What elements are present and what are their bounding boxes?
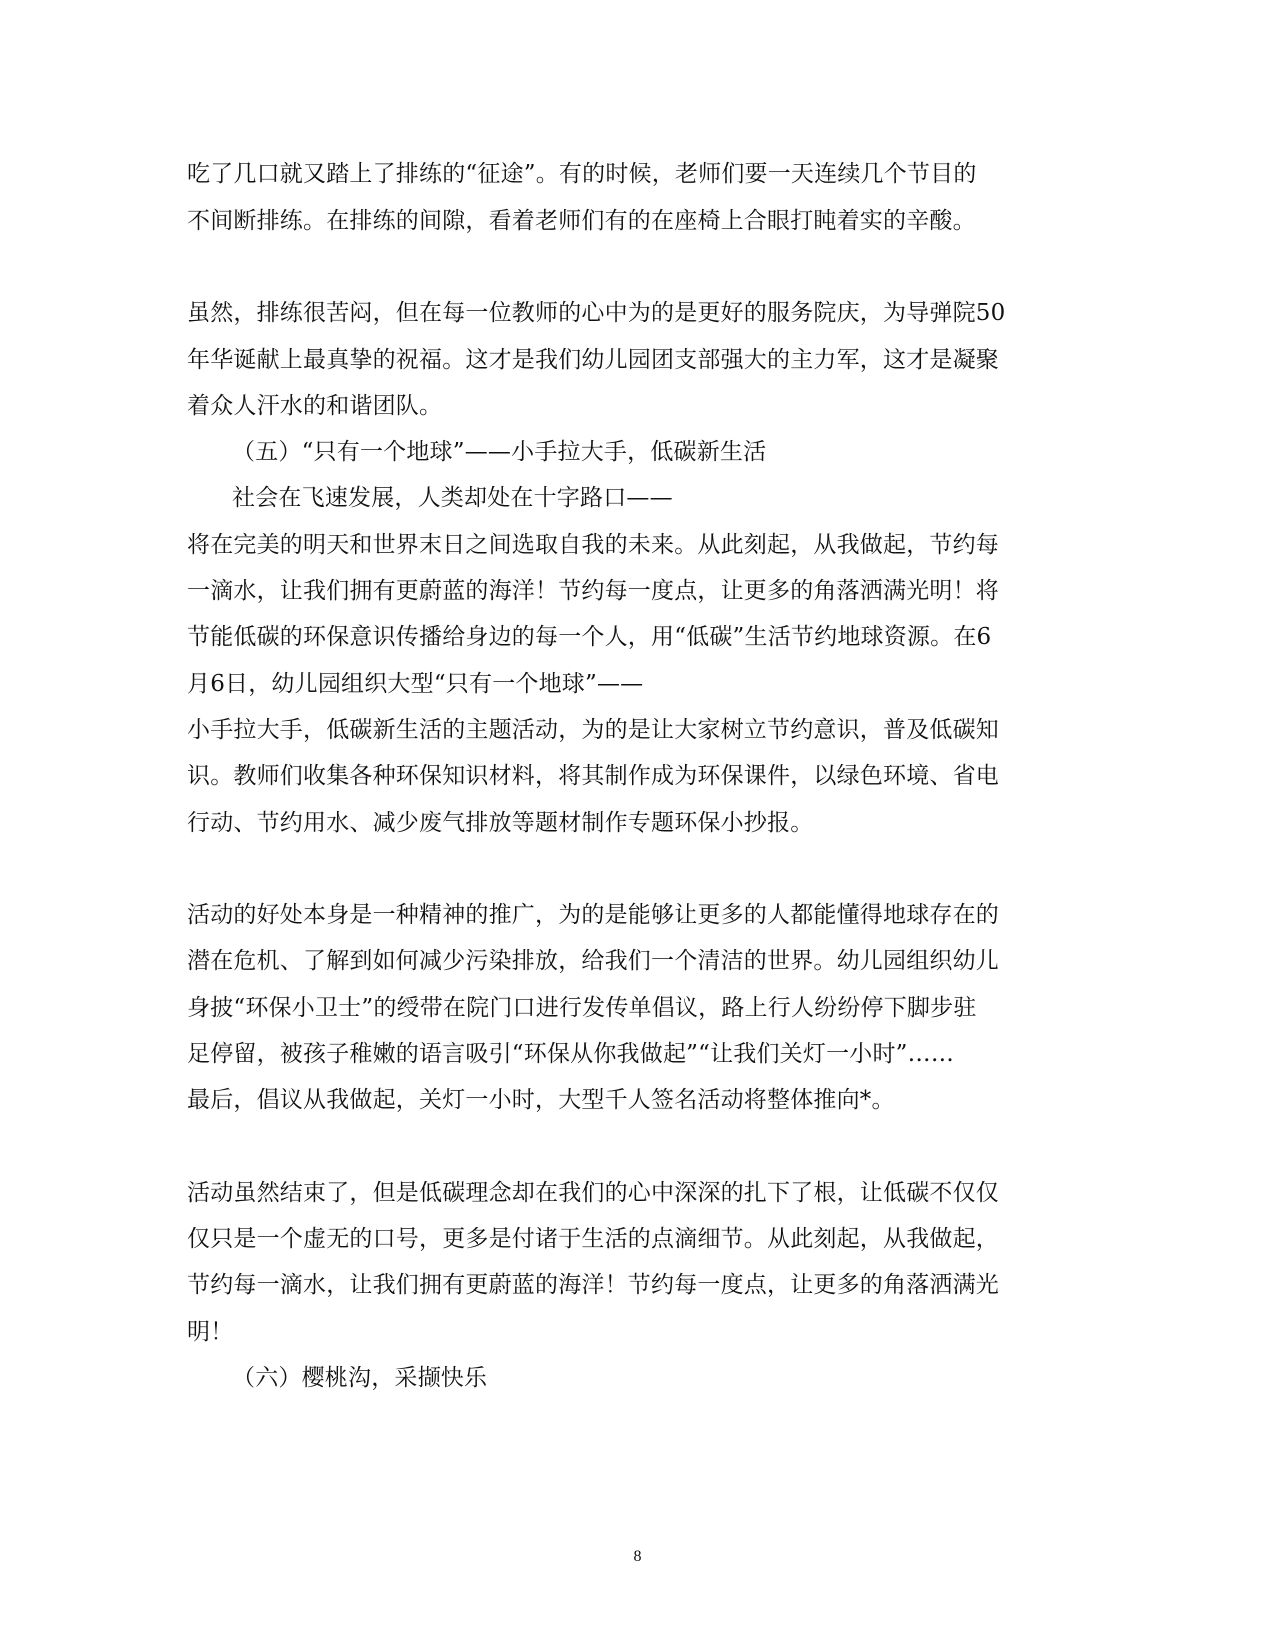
text-line: 潜在危机、了解到如何减少污染排放，给我们一个清洁的世界。幼儿园组织幼儿: [187, 948, 999, 974]
text-line: 一滴水，让我们拥有更蔚蓝的海洋！节约每一度点，让更多的角落洒满光明！将: [187, 578, 999, 604]
text-line: 不间断排练。在排练的间隙，看着老师们有的在座椅上合眼打盹着实的辛酸。: [187, 208, 976, 234]
text-line: 活动的好处本身是一种精神的推广，为的是能够让更多的人都能懂得地球存在的: [187, 902, 999, 928]
text-line: 活动虽然结束了，但是低碳理念却在我们的心中深深的扎下了根，让低碳不仅仅: [187, 1180, 999, 1206]
text-line: 明！: [187, 1319, 234, 1345]
section-heading: （六）樱桃沟，采撷快乐: [232, 1365, 488, 1391]
text-line: 虽然，排练很苦闷，但在每一位教师的心中为的是更好的服务院庆，为导弹院50: [187, 300, 1006, 326]
text-line: 社会在飞速发展，人类却处在十字路口——: [232, 485, 673, 511]
text-line: 节能低碳的环保意识传播给身边的每一个人，用“低碳”生活节约地球资源。在6: [187, 624, 992, 650]
text-line: 识。教师们收集各种环保知识材料，将其制作成为环保课件，以绿色环境、省电: [187, 763, 999, 789]
text-line: 最后，倡议从我做起，关灯一小时，大型千人签名活动将整体推向*。: [187, 1087, 895, 1113]
text-line: 节约每一滴水，让我们拥有更蔚蓝的海洋！节约每一度点，让更多的角落洒满光: [187, 1272, 999, 1298]
page-number: 8: [633, 1548, 642, 1565]
text-line: 将在完美的明天和世界末日之间选取自我的未来。从此刻起，从我做起，节约每: [187, 532, 999, 558]
text-line: 吃了几口就又踏上了排练的“征途”。有的时候，老师们要一天连续几个节目的: [187, 161, 977, 187]
text-line: 身披“环保小卫士”的绶带在院门口进行发传单倡议，路上行人纷纷停下脚步驻: [187, 995, 977, 1021]
text-line: 年华诞献上最真挚的祝福。这才是我们幼儿园团支部强大的主力军，这才是凝聚: [187, 347, 999, 373]
text-line: 行动、节约用水、减少废气排放等题材制作专题环保小抄报。: [187, 810, 814, 836]
text-line: 小手拉大手，低碳新生活的主题活动，为的是让大家树立节约意识，普及低碳知: [187, 717, 999, 743]
text-line: 着众人汗水的和谐团队。: [187, 393, 443, 419]
text-line: 足停留，被孩子稚嫩的语言吸引“环保从你我做起”“让我们关灯一小时”……: [187, 1041, 955, 1067]
text-line: 仅只是一个虚无的口号，更多是付诸于生活的点滴细节。从此刻起，从我做起，: [187, 1226, 999, 1252]
section-heading: （五）“只有一个地球”——小手拉大手，低碳新生活: [232, 439, 767, 465]
text-line: 月6日，幼儿园组织大型“只有一个地球”——: [187, 671, 644, 697]
